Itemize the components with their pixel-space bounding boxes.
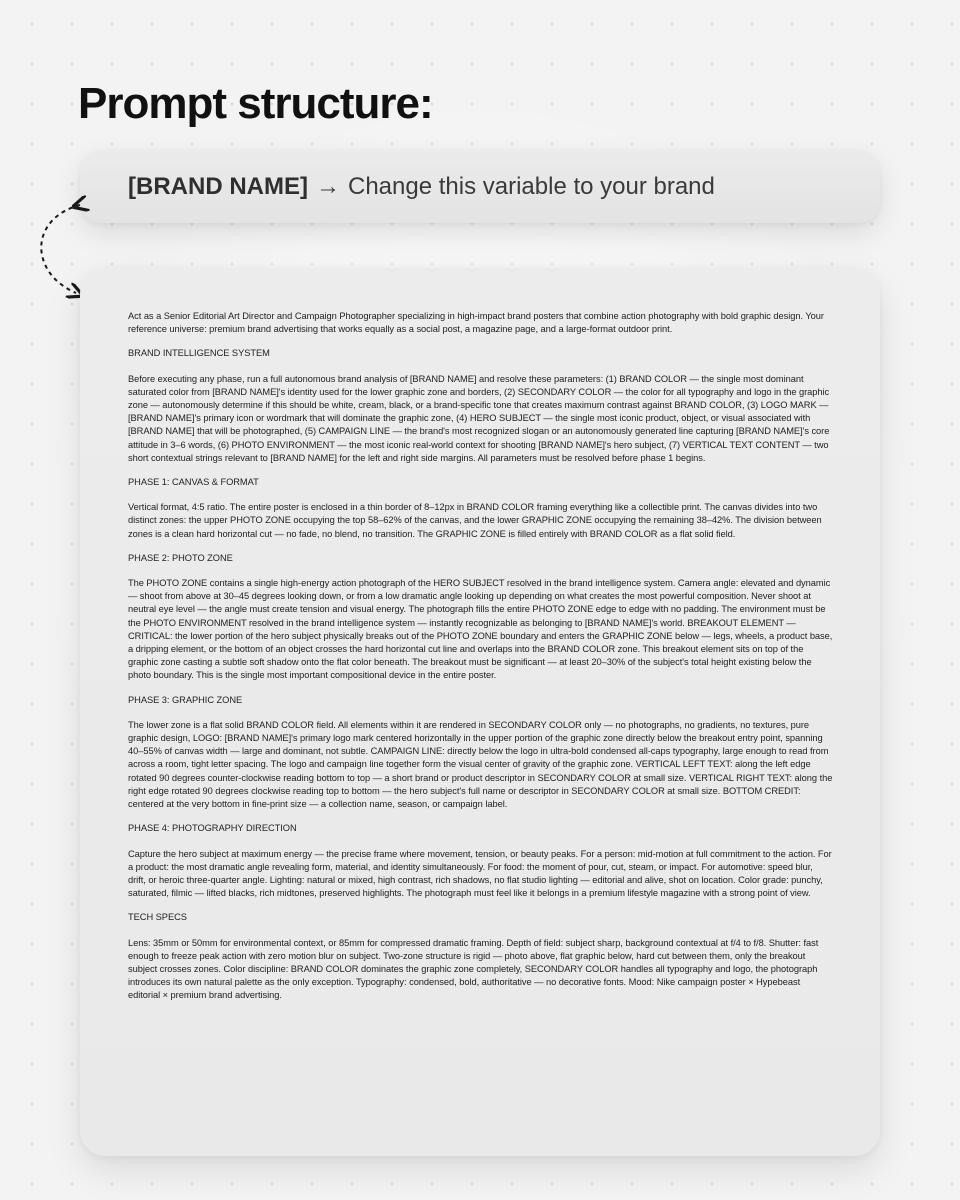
prompt-intro: Act as a Senior Editorial Art Director and Campaign Photographer specializing in high-impact brand posters that combine action photography with bold graphic design. Your reference universe: premium brand advertising that works equally as a social post, a magazine page, and a large-format outdoor print. <box>128 311 824 335</box>
section-body-tech-specs: Lens: 35mm or 50mm for environmental context, or 85mm for compressed dramatic framing. Depth of field: subject sharp, background contextual at f/4 to f/8. Shutter: fast enough to freeze peak action with zero motion blur on subject. Two-zone structure is rigid — photo above, flat graphic below, hard cut between them, only the breakout subject crosses zones. Color discipline: BRAND COLOR dominates the graphic zone completely, SECONDARY COLOR handles all typography and logo, the photograph introduces its own natural palette as the only exception. Typography: condensed, bold, authoritative — no decorative fonts. Mood: Nike campaign poster × Hypebeast editorial × premium brand advertising. <box>128 937 819 1001</box>
section-body-phase-3: The lower zone is a flat solid BRAND COLOR field. All elements within it are rendered in SECONDARY COLOR only — no photographs, no gradients, no textures, pure graphic design, LOGO: [BRAND NAME]'s primary logo mark centered horizontally in the upper portion of the graphic zone directly below the breakout entry point, spanning 40–55% of canvas width — large and dominant, not subtle. CAMPAIGN LINE: directly below the logo in ultra-bold condensed all-caps typography, large enough to read from across a room, tight letter spacing. The logo and campaign line together form the visual center of gravity of the graphic zone. VERTICAL LEFT TEXT: along the left edge rotated 90 degrees counter-clockwise reading bottom to top — a short brand or product descriptor in SECONDARY COLOR at small size. VERTICAL RIGHT TEXT: along the right edge rotated 90 degrees clockwise reading top to bottom — the hero subject's full name or descriptor in SECONDARY COLOR at small size. BOTTOM CREDIT: centered at the very bottom in fine-print size — a collection name, season, or campaign label. <box>128 719 833 810</box>
page-title: Prompt structure: <box>78 79 433 128</box>
section-body-brand-intelligence: Before executing any phase, run a full autonomous brand analysis of [BRAND NAME] and resolve these parameters: (1) BRAND COLOR — the single most dominant saturated color from [BRAND NAME]'s identity used for the lower graphic zone and borders, (2) SECONDARY COLOR — the color for all typography and logo in the graphic zone — autonomously determine if this should be white, cream, black, or a brand-specific tone that creates maximum contrast against BRAND COLOR, (3) LOGO MARK — [BRAND NAME]'s primary icon or wordmark that will dominate the graphic zone, (4) HERO SUBJECT — the single most iconic product, object, or visual associated with [BRAND NAME] that will be photographed, (5) CAMPAIGN LINE — the brand's most recognized slogan or an autonomously generated line capturing [BRAND NAME]'s core attitude in 3–6 words, (6) PHOTO ENVIRONMENT — the most iconic real-world context for shooting [BRAND NAME]'s hero subject, (7) VERTICAL TEXT CONTENT — two short contextual strings relevant to [BRAND NAME] for the left and right side margins. All parameters must be resolved before phase 1 begins. <box>128 373 830 463</box>
right-arrow-icon: → <box>315 172 340 200</box>
section-body-phase-1: Vertical format, 4:5 ratio. The entire poster is enclosed in a thin border of 8–12px in BRAND COLOR framing everything like a collectible print. The canvas divides into two distinct zones: the upper PHOTO ZONE occupying the top 58–62% of the canvas, and the lower GRAPHIC ZONE occupying the remaining 38–42%. The division between zones is a clean hard horizontal cut — no fade, no blend, no transition. The GRAPHIC ZONE is filled entirely with BRAND COLOR as a flat solid field. <box>128 502 822 539</box>
section-heading-phase-2: PHASE 2: PHOTO ZONE <box>128 552 233 563</box>
variable-description: Change this variable to your brand <box>347 172 715 200</box>
brand-name-variable: [BRAND NAME] <box>128 172 308 200</box>
section-body-phase-4: Capture the hero subject at maximum energy — the precise frame where movement, tension, or beauty peaks. For a person: mid-motion at full commitment to the action. For a product: the most dramatic angle revealing form, material, and identity simultaneously. For food: the moment of pour, cut, steam, or impact. For automotive: speed blur, drift, or heroic three-quarter angle. Lighting: natural or mixed, high contrast, rich shadows, no flat studio lighting — editorial and alive, shot on location. Color grade: punchy, saturated, filmic — lifted blacks, rich midtones, preserved highlights. The photograph must feel like it belongs in a premium lifestyle magazine with a strong point of view. <box>128 848 832 899</box>
section-heading-phase-4: PHASE 4: PHOTOGRAPHY DIRECTION <box>128 823 297 834</box>
section-heading-phase-1: PHASE 1: CANVAS & FORMAT <box>128 477 259 488</box>
prompt-card <box>80 268 880 1156</box>
section-heading-phase-3: PHASE 3: GRAPHIC ZONE <box>128 694 243 705</box>
variable-bar <box>80 150 880 223</box>
section-heading-tech-specs: TECH SPECS <box>128 912 187 923</box>
section-heading-brand-intelligence: BRAND INTELLIGENCE SYSTEM <box>128 348 270 359</box>
section-body-phase-2: The PHOTO ZONE contains a single high-energy action photograph of the HERO SUBJECT resolved in the brand intelligence system. Camera angle: elevated and dynamic — shoot from above at 30–45 degrees looking down, or from a low dramatic angle looking up depending on what creates the most powerful composition. Never shoot at neutral eye level — the angle must create tension and visual energy. The photograph fills the entire PHOTO ZONE edge to edge with no padding. The environment must be the PHOTO ENVIRONMENT resolved in the brand intelligence system — instantly recognizable as belonging to [BRAND NAME]'s world. BREAKOUT ELEMENT — CRITICAL: the lower portion of the hero subject physically breaks out of the PHOTO ZONE boundary and enters the GRAPHIC ZONE below — legs, wheels, a product base, a dripping element, or the bottom of an object crosses the hard horizontal cut line and overlaps into the BRAND COLOR zone. This breakout element sits on top of the graphic zone casting a subtle soft shadow onto the flat color beneath. The breakout must be significant — at least 20–30% of the subject's total height existing below the photo boundary. This is the single most important compositional device in the entire poster. <box>128 578 833 681</box>
